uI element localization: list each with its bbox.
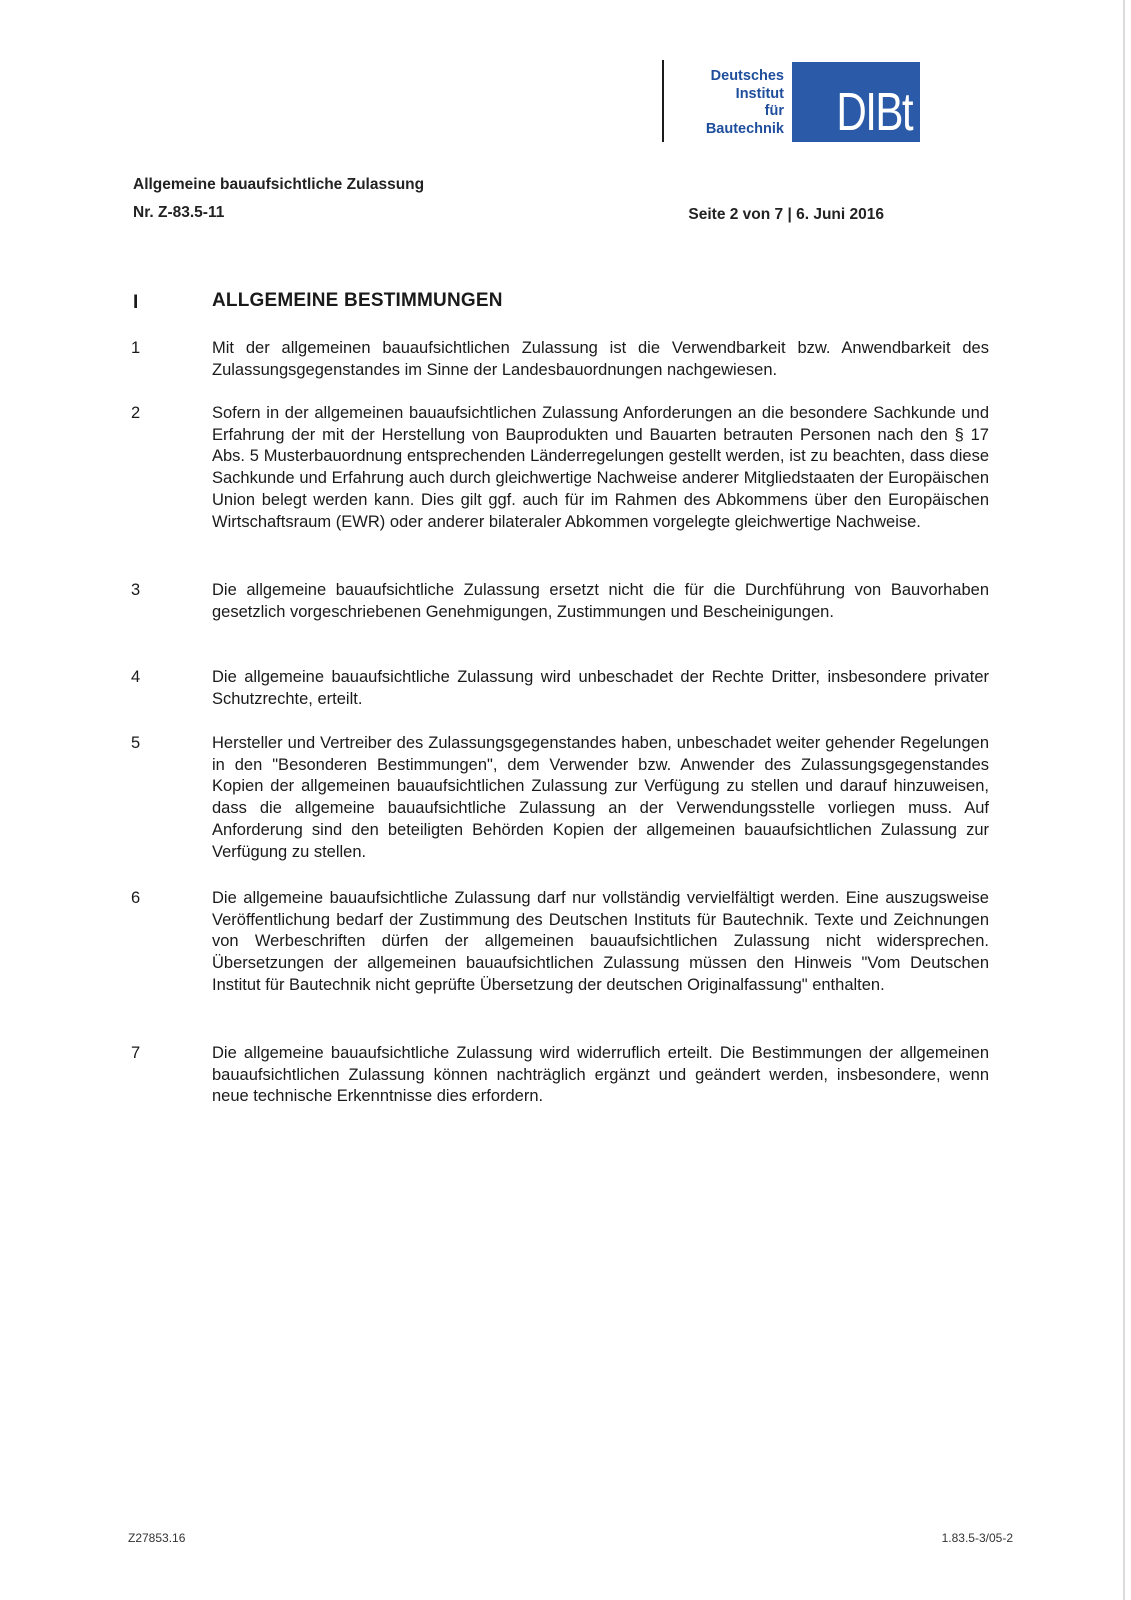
item-text: Die allgemeine bauaufsichtliche Zulassung wird unbeschadet der Rechte Dritter, insbesondere privater Schutzrechte, erteilt. [212,668,989,708]
logo-mark: DIBt [836,82,912,142]
page-edge-shadow [1123,0,1125,1600]
item-text: Die allgemeine bauaufsichtliche Zulassung wird widerruflich erteilt. Die Bestimmungen der allgemeinen bauaufsichtlichen Zulassung können nachträglich ergänzt und geändert werden, insbesondere, wenn neue technische Erkenntnisse dies erfordern. [212,1044,989,1106]
item-text: Die allgemeine bauaufsichtliche Zulassung darf nur vollständig vervielfältigt werden. Eine auszugsweise Veröffentlichung bedarf der Zustimmung des Deutschen Instituts für Bautechnik. Texte und Zeichnungen von Werbeschriften dürfen der allgemeinen bauaufsichtlichen Zulassung nicht widersprechen. Übersetzungen der allgemeinen bauaufsichtlichen Zulassung müssen den Hinweis "Vom Deutschen Institut für Bautechnik nicht geprüfte Übersetzung der deutschen Originalfassung" enthalten. [212,889,989,994]
logo-line-4: Bautechnik [705,120,784,137]
item-text: Die allgemeine bauaufsichtliche Zulassung ersetzt nicht die für die Durchführung von Bauvorhaben gesetzlich vorgeschriebenen Genehmigungen, Zustimmungen und Bescheinigungen. [212,581,989,621]
item-number: 7 [131,1044,141,1062]
dibt-logo [662,60,922,144]
footer-form-code: 1.83.5-3/05-2 [941,1531,1013,1545]
item-number: 6 [131,889,141,907]
logo-wordmark [674,68,784,138]
logo-line-2: Institut [735,85,784,102]
item-text: Hersteller und Vertreiber des Zulassungsgegenstandes haben, unbeschadet weiter gehender Regelungen in den "Besonderen Bestimmungen", dem Verwender bzw. Anwender des Zulassungsgegenstandes Kopien der allgemeinen bauaufsichtlichen Zulassung zur Verfügung zu stellen und darauf hinzuweisen, dass die allgemeine bauaufsichtliche Zulassung an der Verwendungsstelle vorliegen muss. Auf Anforderung sind den beteiligten Behörden Kopien der allgemeinen bauaufsichtlichen Zulassung zur Verfügung zu stellen. [212,734,989,861]
document-title: Allgemeine bauaufsichtliche Zulassung [133,176,425,193]
section-title: ALLGEMEINE BESTIMMUNGEN [212,290,503,311]
page-info: Seite 2 von 7 | 6. Juni 2016 [688,206,884,223]
item-number: 3 [131,581,141,599]
logo-box [792,62,920,142]
logo-line-3: für [764,103,784,119]
item-number: 5 [131,734,141,752]
item-text: Sofern in der allgemeinen bauaufsichtlichen Zulassung Anforderungen an die besondere Sachkunde und Erfahrung der mit der Herstellung von Bauprodukten und Bauarten betrauten Personen nach den § 17 Abs. 5 Musterbauordnung entsprechenden Länderregelungen gestellt werden, ist zu beachten, dass diese Sachkunde und Erfahrung auch durch gleichwertige Nachweise anderer Mitgliedstaaten der Europäischen Union belegt werden kann. Dies gilt ggf. auch für im Rahmen des Abkommens über den Europäischen Wirtschaftsraum (EWR) oder anderer bilateraler Abkommen vorgelegte gleichwertige Nachweise. [212,404,989,531]
item-number: 4 [131,668,141,686]
footer-reference: Z27853.16 [128,1531,186,1545]
item-number: 2 [131,404,141,422]
logo-divider-line [662,60,664,142]
document-number: Nr. Z-83.5-11 [133,204,225,221]
item-text: Mit der allgemeinen bauaufsichtlichen Zulassung ist die Verwendbarkeit bzw. Anwendbarkeit des Zulassungsgegenstandes im Sinne der Landesbauordnungen nachgewiesen. [212,339,989,379]
item-number: 1 [131,339,141,357]
section-number: I [133,292,139,313]
logo-line-1: Deutsches [710,68,784,84]
